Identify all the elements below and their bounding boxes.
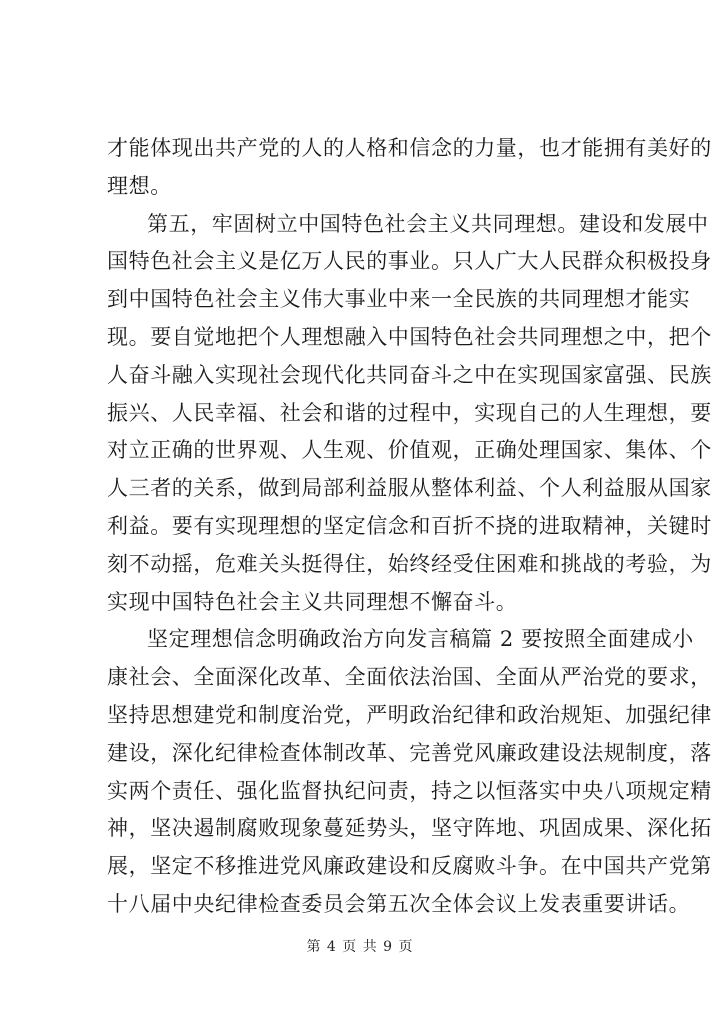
text-line: 利益。要有实现理想的坚定信念和百折不挠的进取精神，关键时 (107, 514, 712, 538)
page-number-footer: 第 4 页 共 9 页 (306, 939, 414, 955)
text-line: 神，坚决遏制腐败现象蔓延势头，坚守阵地、巩固成果、深化拓 (107, 816, 712, 840)
text-line: 康社会、全面深化改革、全面依法治国、全面从严治党的要求， (107, 665, 712, 689)
text-line: 现。要自觉地把个人理想融入中国特色社会共同理想之中，把个 (107, 325, 712, 349)
text-line: 坚持思想建党和制度治党，严明政治纪律和政治规矩、加强纪律 (107, 703, 712, 727)
text-line: 刻不动摇，危难关头挺得住，始终经受住困难和挑战的考验，为 (107, 552, 712, 576)
text-line: 人奋斗融入实现社会现代化共同奋斗之中在实现国家富强、民族 (107, 363, 712, 387)
text-line: 实两个责任、强化监督执纪问责，持之以恒落实中央八项规定精 (107, 779, 712, 803)
text-line: 十八届中央纪律检查委员会第五次全体会议上发表重要讲话。 (107, 892, 691, 916)
text-line: 才能体现出共产党的人的人格和信念的力量，也才能拥有美好的 (107, 136, 712, 160)
text-line: 振兴、人民幸福、社会和谐的过程中，实现自己的人生理想，要 (107, 401, 712, 425)
text-line: 人三者的关系，做到局部利益服从整体利益、个人利益服从国家 (107, 476, 712, 500)
paragraph-start-line: 第五，牢固树立中国特色社会主义共同理想。建设和发展中 (147, 212, 709, 236)
paragraph-start-line: 坚定理想信念明确政治方向发言稿篇 2 要按照全面建成小 (147, 627, 694, 651)
text-line: 展，坚定不移推进党风廉政建设和反腐败斗争。在中国共产党第 (107, 854, 712, 878)
text-line: 实现中国特色社会主义共同理想不懈奋斗。 (107, 590, 518, 614)
text-line: 到中国特色社会主义伟大事业中来一全民族的共同理想才能实 (107, 287, 691, 311)
text-line: 理想。 (107, 174, 172, 198)
text-line: 对立正确的世界观、人生观、价值观，正确处理国家、集体、个 (107, 438, 712, 462)
text-line: 国特色社会主义是亿万人民的事业。只人广大人民群众积极投身 (107, 249, 712, 273)
text-line: 建设，深化纪律检查体制改革、完善党风廉政建设法规制度，落 (107, 741, 712, 765)
